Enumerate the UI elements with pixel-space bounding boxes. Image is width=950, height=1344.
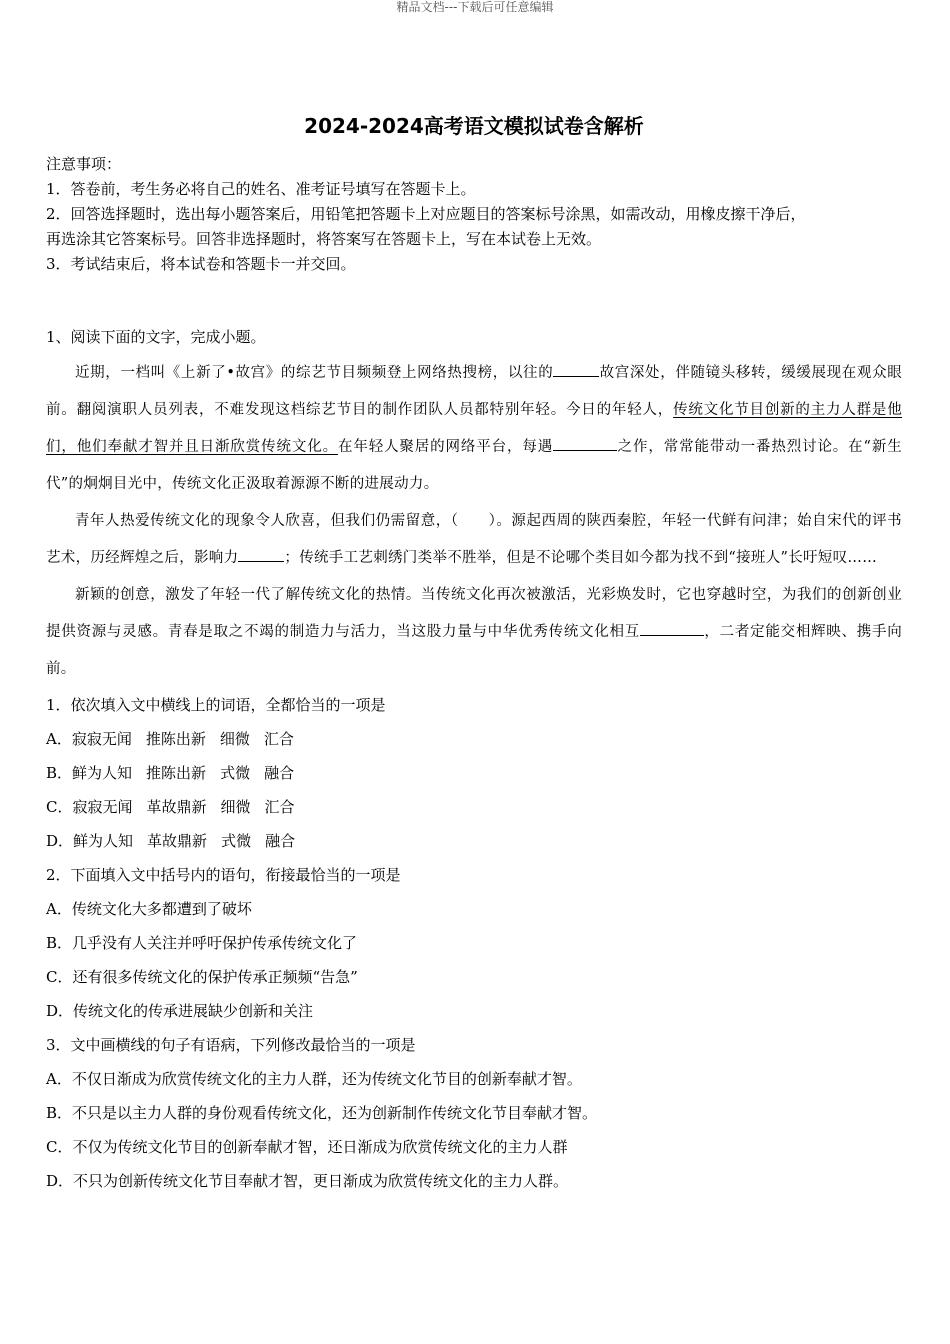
notice-item: 1．答卷前，考生务必将自己的姓名、准考证号填写在答题卡上。 — [46, 180, 476, 198]
option-word: 革故鼎新 — [147, 832, 208, 850]
question-stem: 2．下面填入文中括号内的语句，衔接最恰当的一项是 — [46, 866, 401, 884]
option-word: 推陈出新 — [145, 730, 206, 748]
option-1b[interactable] — [46, 756, 902, 790]
option-letter: A． — [46, 730, 72, 748]
option-letter: A． — [46, 1070, 72, 1088]
underlined-sentence: 传统文化节目创新的主力人群是他们，他们奉献才智并且日渐欣赏传统文化。 — [46, 402, 903, 455]
option-word: 汇合 — [263, 730, 294, 748]
option-1d[interactable] — [46, 824, 902, 858]
notice-item: 3．考试结束后，将本试卷和答题卡一并交回。 — [46, 255, 356, 273]
fill-blank-4 — [640, 621, 704, 637]
reading-intro: 1、阅读下面的文字，完成小题。 — [46, 328, 266, 346]
option-letter: A． — [46, 900, 72, 918]
option-word: 汇合 — [264, 798, 295, 816]
option-text: 几乎没有人关注并呼吁保护传承传统文化了 — [72, 934, 358, 952]
option-word: 革故鼎新 — [146, 798, 207, 816]
notice-item: 2．回答选择题时，选出每小题答案后，用铅笔把答题卡上对应题目的答案标号涂黑，如需改动，用橡皮擦干净后， — [46, 205, 806, 223]
option-word: 鲜为人知 — [73, 832, 134, 850]
passage-paragraph-2 — [46, 503, 902, 577]
option-text: 传统文化大多都遭到了破坏 — [71, 900, 252, 918]
option-2a[interactable] — [46, 892, 902, 926]
option-word: 推陈出新 — [146, 764, 207, 782]
option-letter: D． — [46, 832, 74, 850]
fill-blank-1 — [553, 362, 599, 378]
passage-text: 之作，常常能带动一番热烈讨论。在“新生代”的炯炯目光中，传统文化正汲取着源源不断的进展动力。 — [46, 439, 902, 492]
option-word: 式微 — [220, 764, 251, 782]
option-word: 寂寂无闻 — [72, 798, 133, 816]
option-3d[interactable] — [46, 1164, 902, 1198]
option-text: 传统文化的传承进展缺少创新和关注 — [73, 1002, 314, 1020]
option-text: 不仅日渐成为欣赏传统文化的主力人群，还为传统文化节目的创新奉献才智。 — [71, 1070, 582, 1088]
question-stem: 3．文中画横线的句子有语病，下列修改最恰当的一项是 — [46, 1036, 416, 1054]
option-word: 细微 — [219, 730, 250, 748]
option-3a[interactable] — [46, 1062, 902, 1096]
option-letter: D． — [46, 1172, 74, 1190]
option-3c[interactable] — [46, 1130, 902, 1164]
option-text: 不只是以主力人群的身份观看传统文化，还为创新制作传统文化节目奉献才智。 — [72, 1104, 598, 1122]
option-1a[interactable] — [46, 722, 902, 756]
option-letter: B． — [46, 764, 73, 782]
fill-blank-3 — [238, 547, 284, 563]
passage-text: 。源起西周的陕西秦腔，年轻一代鲜有问津；始自宋代的评书艺术，历经辉煌之后，影响力 — [46, 513, 902, 566]
option-word: 式微 — [221, 832, 252, 850]
option-word: 寂寂无闻 — [71, 730, 132, 748]
option-1c[interactable] — [46, 790, 902, 824]
option-letter: D． — [46, 1002, 74, 1020]
passage-text: 在年轻人聚居的网络平台，每遇 — [337, 439, 554, 455]
option-letter: B． — [46, 1104, 73, 1122]
option-letter: C． — [46, 968, 73, 986]
notice-section — [46, 152, 902, 277]
passage-text: ；传统手工艺刺绣门类举不胜举，但是不论哪个类目如今都为找不到“接班人”长吁短叹…… — [284, 550, 878, 566]
passage-text: ，二者定能交相辉映、携手向前。 — [46, 624, 902, 677]
exam-page — [46, 112, 902, 1198]
option-text: 不只为创新传统文化节目奉献才智，更日渐成为欣赏传统文化的主力人群。 — [73, 1172, 569, 1190]
question-stem: 1．依次填入文中横线上的词语，全都恰当的一项是 — [46, 696, 386, 714]
option-letter: C． — [46, 798, 73, 816]
notice-item: 再选涂其它答案标号。回答非选择题时，将答案写在答题卡上，写在本试卷上无效。 — [46, 230, 602, 248]
option-word: 融合 — [265, 832, 296, 850]
section-spacer — [46, 277, 902, 325]
passage-text: 新颖的创意，激发了年轻一代了解传统文化的热情。当传统文化再次被激活，光彩焕发时，它也穿越时空，为我们的创新创业提供资源与灵感。青春是取之不竭的制造力与活力，当这股力量与中华优秀传统文化相互 — [46, 587, 902, 640]
option-2d[interactable] — [46, 994, 902, 1028]
questions-section — [46, 688, 902, 1198]
option-text: 还有很多传统文化的保护传承正频频“告急” — [72, 968, 358, 986]
option-letter: B． — [46, 934, 73, 952]
reading-passage — [46, 355, 902, 688]
page-title: 2024-2024高考语文模拟试卷含解析 — [304, 114, 644, 138]
passage-paragraph-1 — [46, 355, 902, 503]
passage-text: 故宫深处，伴随镜头移转，缓缓展现在观众眼前。翻阅演职人员列表，不难发现这档综艺节目的制作团队人员都特别年轻。今日的年轻人， — [46, 365, 902, 418]
notice-heading: 注意事项： — [46, 155, 122, 173]
option-3b[interactable] — [46, 1096, 902, 1130]
option-letter: C． — [46, 1138, 73, 1156]
option-2c[interactable] — [46, 960, 902, 994]
passage-text: 青年人热爱传统文化的现象令人欣喜，但我们仍需留意， — [75, 513, 451, 529]
option-word: 细微 — [220, 798, 251, 816]
option-2b[interactable] — [46, 926, 902, 960]
passage-paragraph-3 — [46, 577, 902, 688]
passage-text: 近期，一档叫《上新了•故宫》的综艺节目频频登上网络热搜榜，以往的 — [75, 365, 554, 381]
page-watermark: 精品文档---下载后可任意编辑 — [396, 0, 554, 14]
fill-blank-2 — [553, 436, 617, 452]
answer-parentheses: （ ） — [450, 513, 497, 529]
option-text: 不仅为传统文化节目的创新奉献才智，还日渐成为欣赏传统文化的主力人群 — [72, 1138, 568, 1156]
option-word: 融合 — [264, 764, 295, 782]
option-word: 鲜为人知 — [72, 764, 133, 782]
